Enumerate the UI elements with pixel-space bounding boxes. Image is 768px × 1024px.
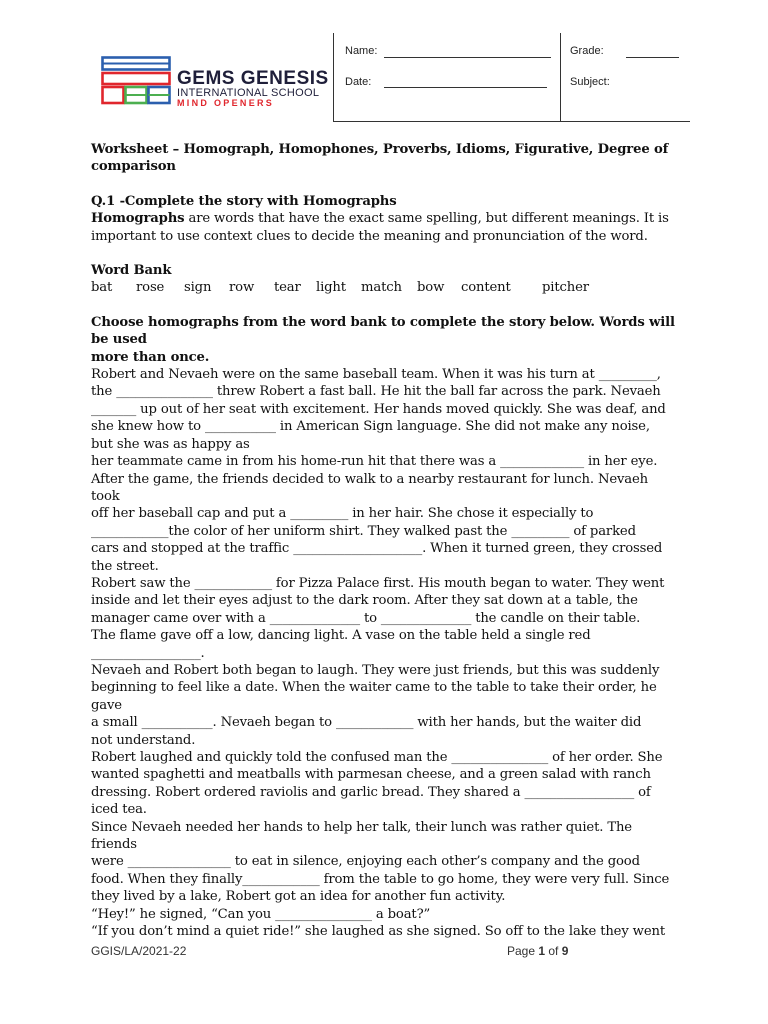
school-logo — [101, 56, 331, 106]
story-line: Robert and Nevaeh were on the same baseball team. When it was his turn at _________, — [91, 367, 661, 383]
subject-label: Subject: — [570, 76, 610, 88]
story-line: a small ___________. Nevaeh began to ____________ with her hands, but the waiter did — [91, 715, 642, 731]
word-bank-item: bow — [417, 280, 445, 296]
worksheet-content — [91, 141, 676, 940]
story-line: the _______________ threw Robert a fast ball. He hit the ball far across the park. Nevaeh — [91, 384, 661, 400]
page-number — [507, 944, 568, 958]
story-line: not understand. — [91, 732, 196, 748]
word-bank-item: tear — [274, 280, 301, 296]
story-line: were ________________ to eat in silence, enjoying each other’s company and the good — [91, 854, 640, 870]
story-line: she knew how to ___________ in American Sign language. She did not make any noise, — [91, 419, 650, 435]
header-divider — [560, 33, 561, 121]
word-bank-heading: Word Bank — [91, 263, 172, 279]
story-instructions — [91, 314, 676, 366]
story-line: “If you don’t mind a quiet ride!” she laughed as she signed. So off to the lake they went — [91, 924, 665, 940]
student-info-box — [333, 33, 690, 122]
school-name: GEMS GENESIS — [177, 68, 329, 89]
definition-text-2: important to use context clues to decide the meaning and pronunciation of the word. — [91, 228, 648, 244]
school-subtitle: INTERNATIONAL SCHOOL — [177, 87, 320, 99]
word-bank-item: content — [461, 280, 511, 296]
story-line: _______ up out of her seat with excitement. Her hands moved quickly. She was deaf, and — [91, 401, 666, 417]
story-line: ____________the color of her uniform shirt. They walked past the _________ of parked — [91, 523, 636, 539]
story-line: Nevaeh and Robert both began to laugh. They were just friends, but this was suddenly — [91, 662, 660, 678]
story-line: food. When they finally____________ from the table to go home, they were very full. Since — [91, 871, 670, 887]
word-bank-item: match — [361, 280, 402, 296]
gems-genesis-logo-icon — [101, 56, 173, 106]
worksheet-title-line2: comparison — [91, 159, 176, 175]
word-bank-item: rose — [136, 280, 165, 296]
page-of: of — [545, 944, 562, 958]
name-field[interactable] — [384, 57, 551, 58]
story-line: Robert saw the ____________ for Pizza Palace first. His mouth began to water. They went — [91, 575, 665, 591]
word-bank-item: light — [316, 280, 346, 296]
story-line: wanted spaghetti and meatballs with parmesan cheese, and a green salad with ranch — [91, 767, 651, 783]
story-line: Since Nevaeh needed her hands to help her talk, their lunch was rather quiet. The friends — [91, 819, 632, 853]
story-text — [91, 366, 676, 940]
homograph-definition — [91, 210, 676, 245]
word-bank-item: row — [229, 280, 255, 296]
story-line: the street. — [91, 558, 159, 574]
story-line: “Hey!” he signed, “Can you _______________ a boat?” — [91, 906, 431, 922]
story-line: iced tea. — [91, 802, 147, 818]
document-code: GGIS/LA/2021-22 — [91, 944, 187, 958]
story-line: dressing. Robert ordered raviolis and garlic bread. They shared a _________________ of — [91, 784, 651, 800]
school-tagline: MIND OPENERS — [177, 98, 275, 108]
story-line: off her baseball cap and put a _________ in her hair. She chose it especially to — [91, 506, 594, 522]
story-line: they lived by a lake, Robert got an idea for another fun activity. — [91, 889, 506, 905]
name-label: Name: — [345, 45, 378, 57]
story-line: Robert laughed and quickly told the confused man the _______________ of her order. She — [91, 750, 663, 765]
story-line: cars and stopped at the traffic ____________________. When it turned green, they crossed — [91, 541, 663, 557]
word-bank-item: sign — [184, 280, 212, 296]
worksheet-title-line1: Worksheet – Homograph, Homophones, Proverbs, Idioms, Figurative, Degree of — [91, 142, 669, 157]
story-line: The flame gave off a low, dancing light. A vase on the table held a single red — [91, 628, 591, 644]
story-line: _________________. — [91, 645, 205, 661]
story-line: her teammate came in from his home-run hit that there was a _____________ in her eye. — [91, 454, 658, 470]
worksheet-title — [91, 141, 676, 176]
question-heading: Q.1 -Complete the story with Homographs — [91, 193, 397, 209]
definition-term: Homographs — [91, 211, 185, 227]
page-total: 9 — [561, 944, 569, 958]
page-current: 1 — [538, 944, 546, 958]
instruction-line2: more than once. — [91, 349, 210, 365]
word-bank-item: pitcher — [542, 280, 589, 296]
date-field[interactable] — [384, 87, 547, 88]
definition-text: are words that have the exact same spelling, but different meanings. It is — [184, 211, 669, 227]
story-line: manager came over with a ______________ to ______________ the candle on their table. — [91, 610, 641, 626]
word-bank-item: bat — [91, 280, 113, 296]
story-line: beginning to feel like a date. When the waiter came to the table to take their order, he gave — [91, 680, 657, 713]
story-line: but she was as happy as — [91, 436, 250, 452]
date-label: Date: — [345, 76, 372, 88]
story-line: inside and let their eyes adjust to the dark room. After they sat down at a table, the — [91, 593, 638, 609]
word-bank — [91, 279, 676, 296]
page-word: Page — [507, 944, 539, 958]
story-line: After the game, the friends decided to walk to a nearby restaurant for lunch. Nevaeh took — [91, 471, 649, 504]
grade-label: Grade: — [570, 45, 604, 57]
instruction-line1: Choose homographs from the word bank to complete the story below. Words will be used — [91, 314, 675, 348]
grade-field[interactable] — [626, 57, 679, 58]
